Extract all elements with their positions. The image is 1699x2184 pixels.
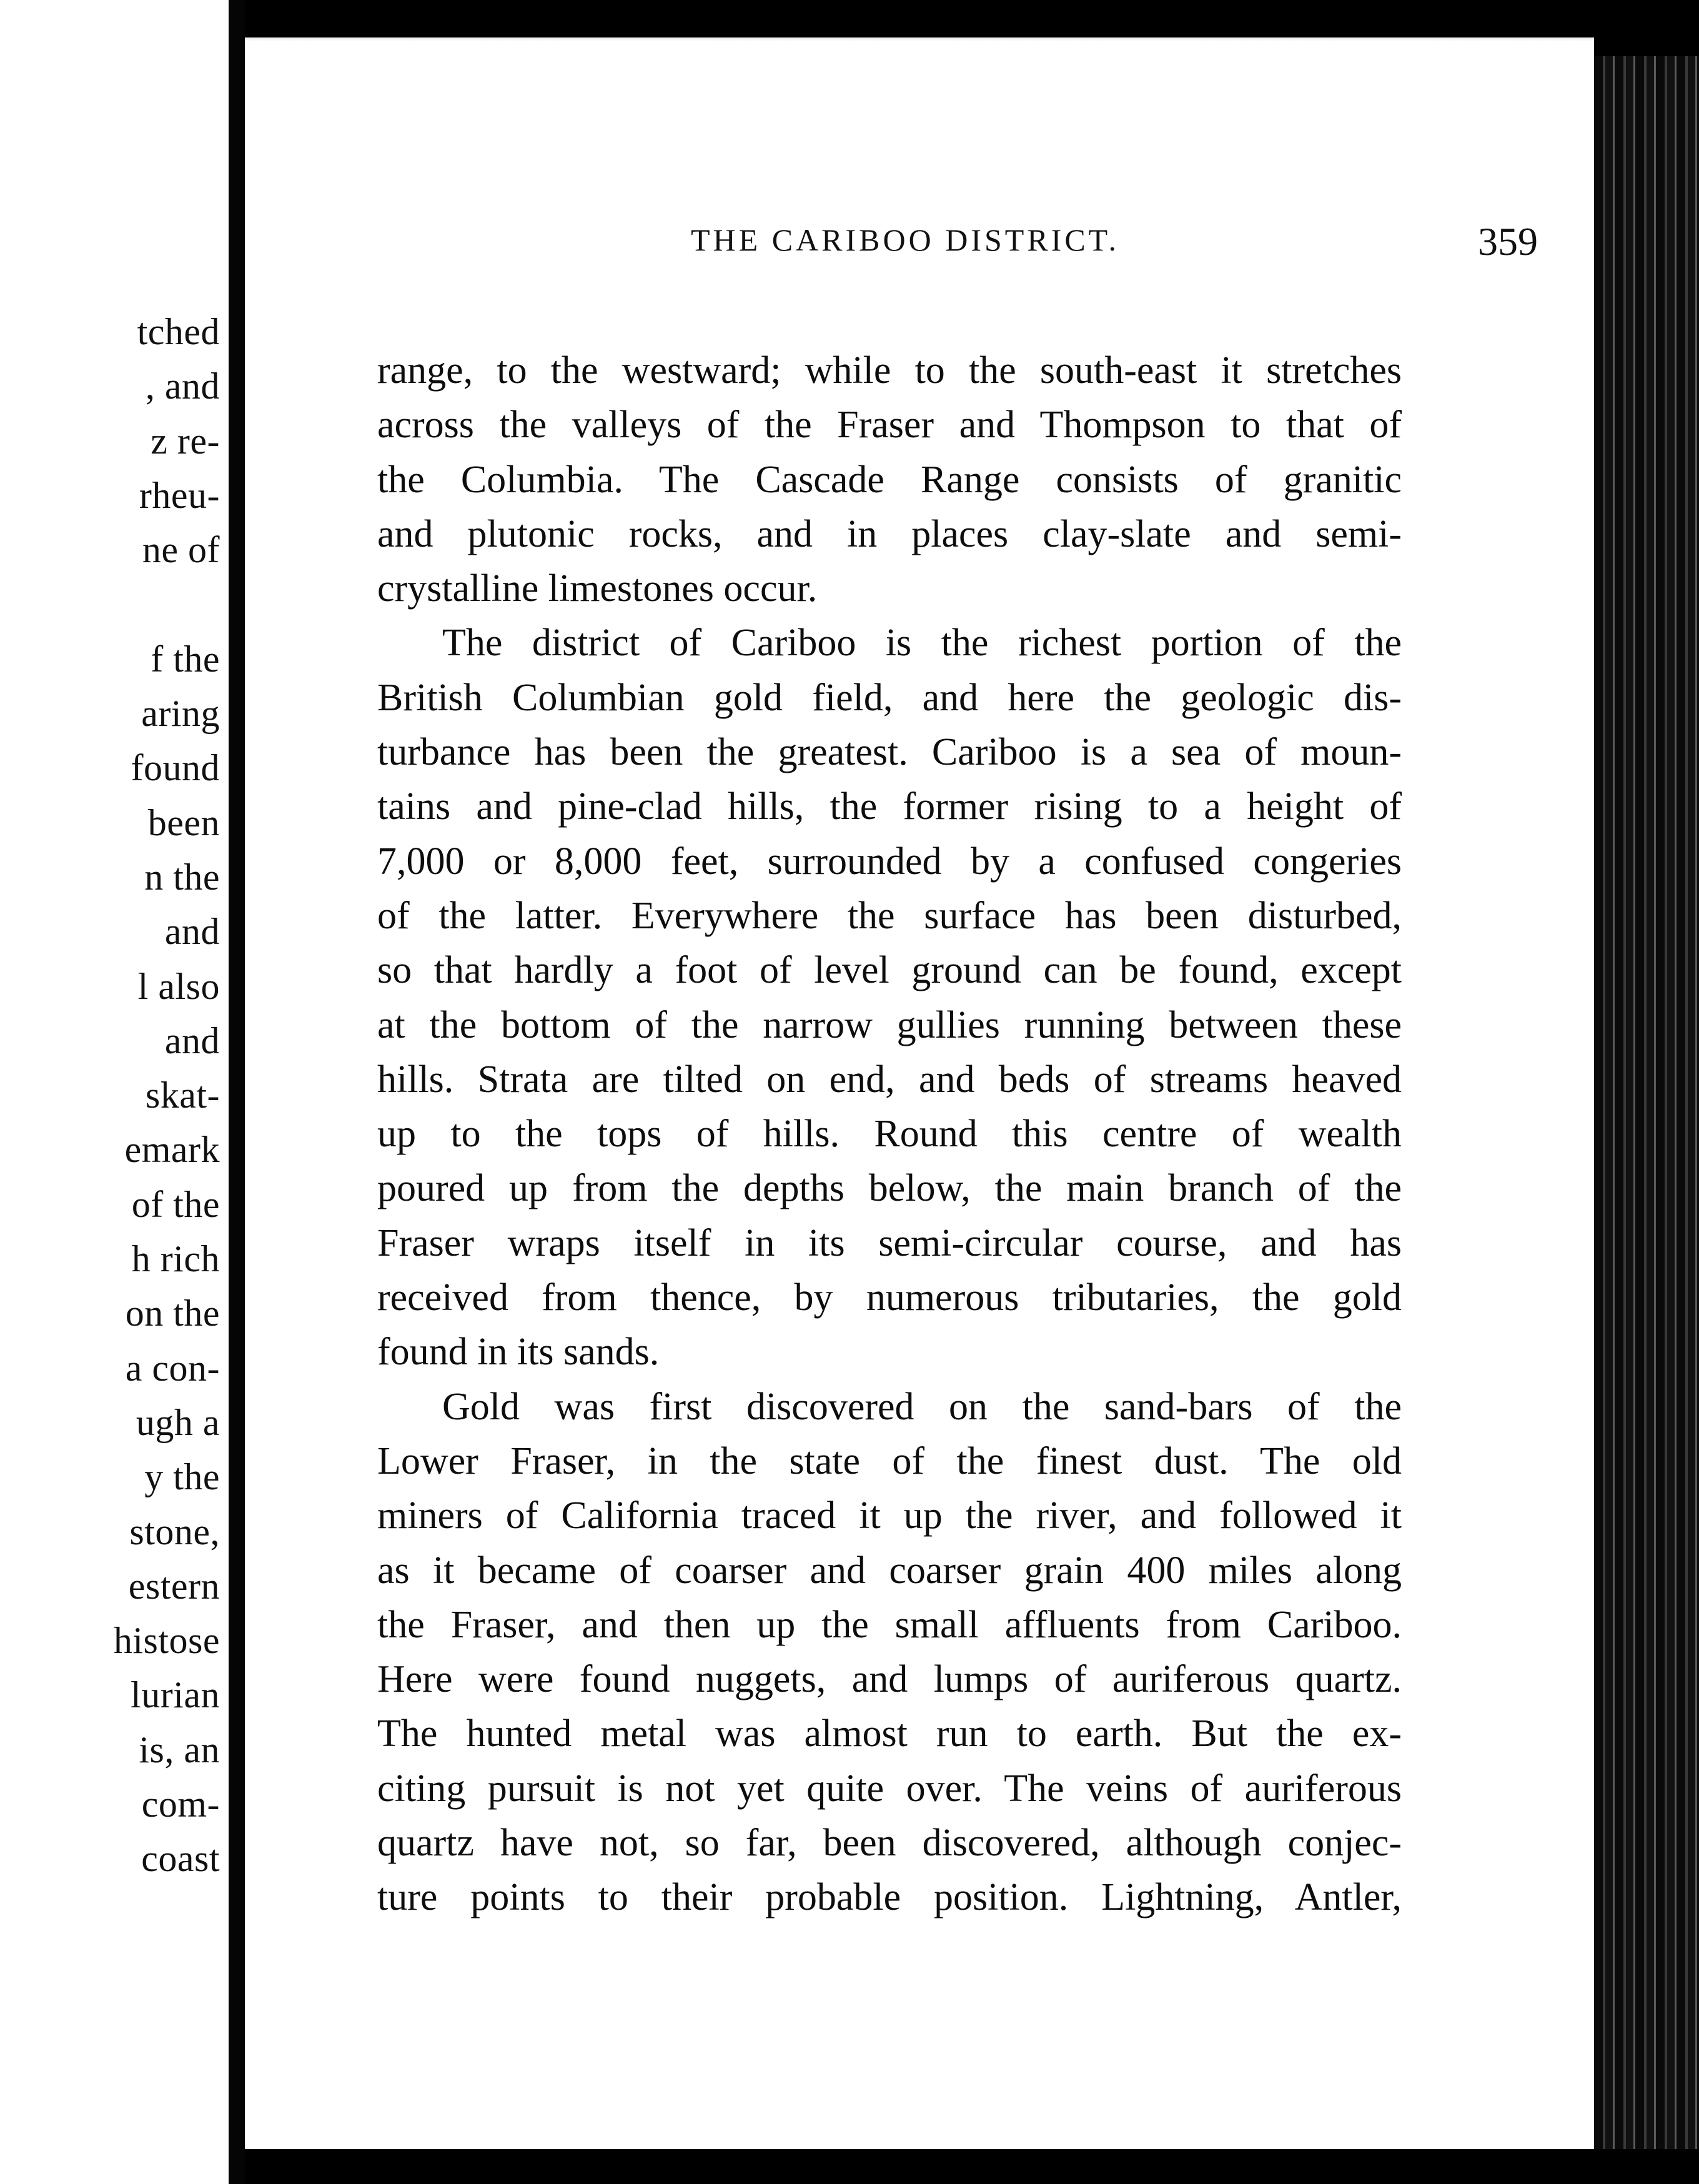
- text-line: range, to the westward; while to the south-east it stretches: [377, 349, 1402, 392]
- page-bottom-shadow: [245, 2149, 1594, 2184]
- previous-page-line: emark: [124, 1129, 220, 1171]
- page-359: [245, 37, 1594, 2149]
- text-line: British Columbian gold field, and here the geologic dis-: [377, 676, 1402, 719]
- text-line: miners of California traced it up the river, and followed it: [377, 1494, 1402, 1537]
- previous-page-line: histose: [113, 1620, 220, 1662]
- book-gutter: [229, 0, 245, 2184]
- previous-page-line: on the: [125, 1293, 220, 1334]
- previous-page-line: lurian: [131, 1674, 220, 1716]
- previous-page-text: [14, 305, 220, 1887]
- text-line: Fraser wraps itself in its semi-circular course, and has: [377, 1221, 1402, 1264]
- text-line: and plutonic rocks, and in places clay-slate and semi-: [377, 512, 1402, 555]
- page-top-edge: [245, 37, 1594, 41]
- running-head: THE CARIBOO DISTRICT.: [691, 222, 1120, 257]
- previous-page-line: [14, 577, 220, 632]
- body-text: [377, 344, 1402, 1925]
- text-line: ture points to their probable position. Lightning, Antler,: [377, 1876, 1402, 1919]
- previous-page-line: z re-: [151, 420, 220, 462]
- previous-page-line: tched: [137, 311, 220, 352]
- previous-page-line: aring: [141, 693, 220, 735]
- text-line: found in its sands.: [377, 1331, 660, 1374]
- text-line: The hunted metal was almost run to earth. But the ex-: [377, 1712, 1402, 1755]
- previous-page-line: com-: [141, 1784, 220, 1825]
- text-line: Lower Fraser, in the state of the finest dust. The old: [377, 1439, 1402, 1482]
- text-line: 7,000 or 8,000 feet, surrounded by a confused congeries: [377, 840, 1402, 883]
- previous-page-line: l also: [137, 965, 220, 1007]
- text-line: hills. Strata are tilted on end, and beds of streams heaved: [377, 1058, 1402, 1101]
- text-line: crystalline limestones occur.: [377, 567, 818, 610]
- previous-page-line: of the: [131, 1183, 220, 1225]
- text-line: Gold was first discovered on the sand-bars of the: [442, 1385, 1402, 1428]
- previous-page-line: h rich: [131, 1238, 220, 1280]
- text-line: received from thence, by numerous tributaries, the gold: [377, 1276, 1402, 1319]
- previous-page-line: ne of: [142, 529, 220, 571]
- previous-page-line: is, an: [139, 1729, 220, 1770]
- text-line: poured up from the depths below, the main branch of the: [377, 1167, 1402, 1210]
- previous-page-line: a con-: [125, 1347, 220, 1389]
- page-number: 359: [1478, 219, 1538, 264]
- text-line: across the valleys of the Fraser and Thompson to that of: [377, 404, 1402, 447]
- previous-page-line: f the: [151, 638, 220, 680]
- previous-page-fragment: [0, 0, 229, 2184]
- text-line: of the latter. Everywhere the surface has been disturbed,: [377, 894, 1402, 937]
- text-line: up to the tops of hills. Round this centre of wealth: [377, 1113, 1402, 1156]
- previous-page-line: , and: [145, 365, 220, 407]
- previous-page-line: and: [164, 1020, 220, 1061]
- book-fore-edge: [1594, 56, 1699, 2149]
- text-line: Here were found nuggets, and lumps of auriferous quartz.: [377, 1658, 1402, 1701]
- text-line: turbance has been the greatest. Cariboo is a sea of moun-: [377, 731, 1402, 774]
- previous-page-line: ugh a: [136, 1401, 220, 1443]
- previous-page-line: found: [131, 747, 220, 789]
- previous-page-line: coast: [141, 1838, 220, 1880]
- previous-page-line: n the: [144, 856, 220, 898]
- text-line: at the bottom of the narrow gullies running between these: [377, 1003, 1402, 1046]
- previous-page-line: and: [164, 911, 220, 953]
- previous-page-line: skat-: [145, 1075, 220, 1116]
- previous-page-line: stone,: [129, 1511, 220, 1552]
- text-line: citing pursuit is not yet quite over. The veins of auriferous: [377, 1767, 1402, 1810]
- text-line: as it became of coarser and coarser grain 400 miles along: [377, 1549, 1402, 1592]
- text-line: quartz have not, so far, been discovered, although conjec-: [377, 1822, 1402, 1865]
- previous-page-line: been: [147, 802, 220, 843]
- previous-page-line: estern: [128, 1565, 220, 1607]
- text-line: tains and pine-clad hills, the former rising to a height of: [377, 785, 1402, 828]
- previous-page-line: y the: [144, 1456, 220, 1498]
- text-line: The district of Cariboo is the richest portion of the: [442, 622, 1402, 665]
- previous-page-line: rheu-: [139, 474, 220, 516]
- text-line: so that hardly a foot of level ground can be found, except: [377, 949, 1402, 992]
- text-line: the Fraser, and then up the small affluents from Cariboo.: [377, 1603, 1402, 1646]
- text-line: the Columbia. The Cascade Range consists of granitic: [377, 458, 1402, 501]
